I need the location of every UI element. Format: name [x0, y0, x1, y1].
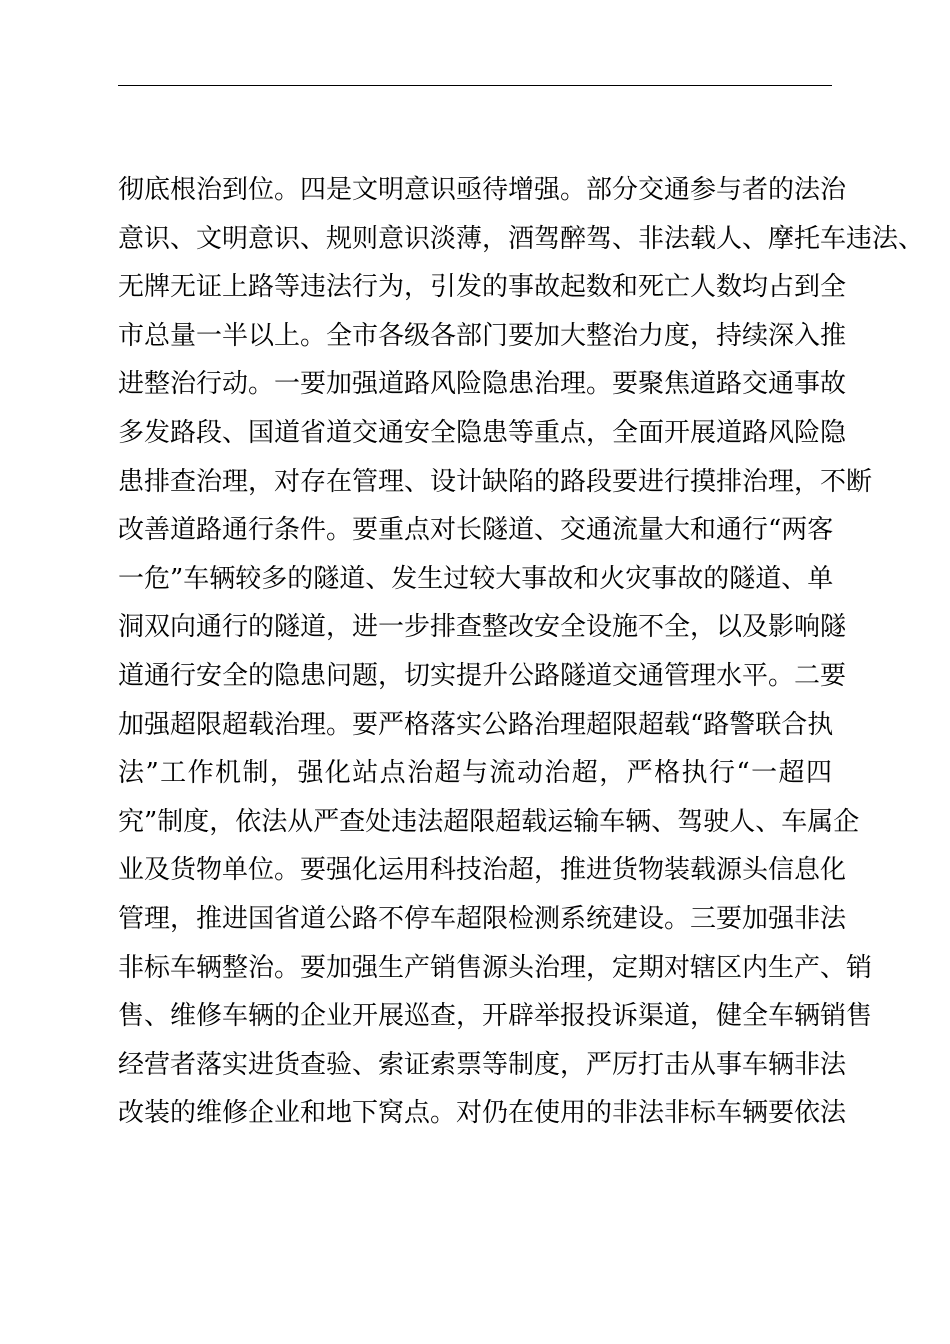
text-line: 一危”车辆较多的隧道、发生过较大事故和火灾事故的隧道、单	[118, 563, 834, 594]
text-line: 法”工作机制，强化站点治超与流动治超，严格执行“一超四	[118, 758, 832, 789]
text-line: 改善道路通行条件。要重点对长隧道、交通流量大和通行“两客	[118, 515, 834, 546]
text-line: 业及货物单位。要强化运用科技治超，推进货物装载源头信息化	[118, 855, 847, 886]
text-line: 意识、文明意识、规则意识淡薄，酒驾醉驾、非法载人、摩托车违法、	[118, 223, 925, 254]
text-line: 彻底根治到位。四是文明意识亟待增强。部分交通参与者的法治	[118, 175, 847, 205]
text-line: 道通行安全的隐患问题，切实提升公路隧道交通管理水平。二要	[118, 660, 847, 691]
text-line: 售、维修车辆的企业开展巡查，开辟举报投诉渠道，健全车辆销售	[118, 1001, 873, 1032]
text-line: 管理，推进国省道公路不停车超限检测系统建设。三要加强非法	[118, 903, 847, 934]
header-rule	[118, 85, 832, 86]
text-line: 改装的维修企业和地下窝点。对仍在使用的非法非标车辆要依法	[118, 1098, 847, 1129]
text-line: 究”制度，依法从严查处违法超限超载运输车辆、驾驶人、车属企	[118, 806, 860, 837]
text-line: 加强超限超载治理。要严格落实公路治理超限超载“路警联合执	[118, 709, 834, 740]
text-line: 多发路段、国道省道交通安全隐患等重点，全面开展道路风险隐	[118, 417, 847, 448]
text-line: 经营者落实进货查验、索证索票等制度，严厉打击从事车辆非法	[118, 1049, 847, 1080]
text-line: 洞双向通行的隧道，进一步排查整改安全设施不全，以及影响隧	[118, 612, 847, 643]
text-line: 非标车辆整治。要加强生产销售源头治理，定期对辖区内生产、销	[118, 952, 873, 983]
text-line: 市总量一半以上。全市各级各部门要加大整治力度，持续深入推	[118, 320, 847, 351]
body-paragraph	[118, 166, 925, 1138]
text-line: 无牌无证上路等违法行为，引发的事故起数和死亡人数均占到全	[118, 272, 847, 303]
text-line: 患排查治理，对存在管理、设计缺陷的路段要进行摸排治理，不断	[118, 466, 873, 497]
text-line: 进整治行动。一要加强道路风险隐患治理。要聚焦道路交通事故	[118, 369, 847, 400]
